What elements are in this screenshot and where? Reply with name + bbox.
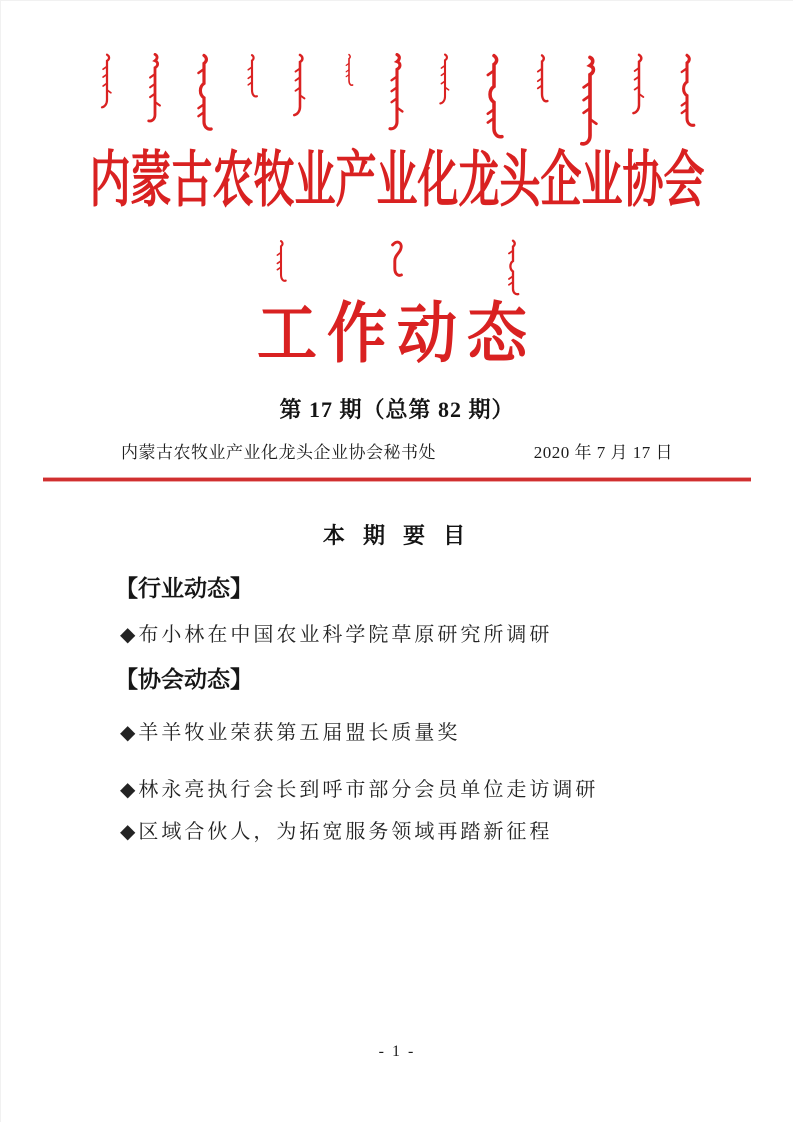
mongolian-glyph-icon	[387, 239, 407, 283]
bulletin-title: 工作动态	[257, 297, 537, 371]
mongolian-glyph-icon	[532, 53, 552, 113]
mongolian-glyph-icon	[677, 53, 697, 129]
publication-date: 2020 年 7 月 17 日	[533, 443, 673, 462]
toc-heading: 本 期 要 目	[322, 523, 472, 548]
red-divider-rule	[43, 478, 751, 481]
publisher-name: 内蒙古农牧业产业化龙头企业协会秘书处	[121, 443, 436, 462]
mongolian-glyph-icon	[484, 53, 504, 141]
mongolian-glyph-icon	[629, 53, 649, 115]
toc-item: ◆区域合伙人，为拓宽服务领域再踏新征程	[120, 821, 553, 843]
publication-line	[1, 438, 793, 463]
mongolian-glyph-icon	[194, 53, 214, 133]
toc-section-label-association: 【协会动态】	[115, 666, 253, 692]
organization-title: 内蒙古农牧业产业化龙头企业协会	[89, 145, 705, 214]
toc-item: ◆布小林在中国农业科学院草原研究所调研	[120, 624, 553, 646]
toc-section-label-industry: 【行业动态】	[115, 575, 253, 601]
toc-item: ◆羊羊牧业荣获第五届盟长质量奖	[120, 722, 461, 744]
mongolian-glyph-icon	[339, 53, 359, 93]
mongolian-script-row-middle	[271, 239, 523, 297]
mongolian-glyph-icon	[580, 53, 600, 149]
mongolian-glyph-icon	[145, 53, 165, 123]
mongolian-glyph-icon	[271, 239, 291, 291]
mongolian-glyph-icon	[503, 239, 523, 297]
toc-item: ◆林永亮执行会长到呼市部分会员单位走访调研	[120, 779, 599, 801]
mongolian-glyph-icon	[387, 53, 407, 131]
page-number: - 1 -	[378, 1043, 416, 1060]
mongolian-glyph-icon	[435, 53, 455, 105]
mongolian-script-row-top	[97, 53, 697, 147]
mongolian-glyph-icon	[97, 53, 117, 109]
masthead	[1, 1, 793, 373]
mongolian-glyph-icon	[290, 53, 310, 117]
mongolian-glyph-icon	[242, 53, 262, 107]
issue-number-line: 第 17 期（总第 82 期）	[279, 397, 515, 422]
